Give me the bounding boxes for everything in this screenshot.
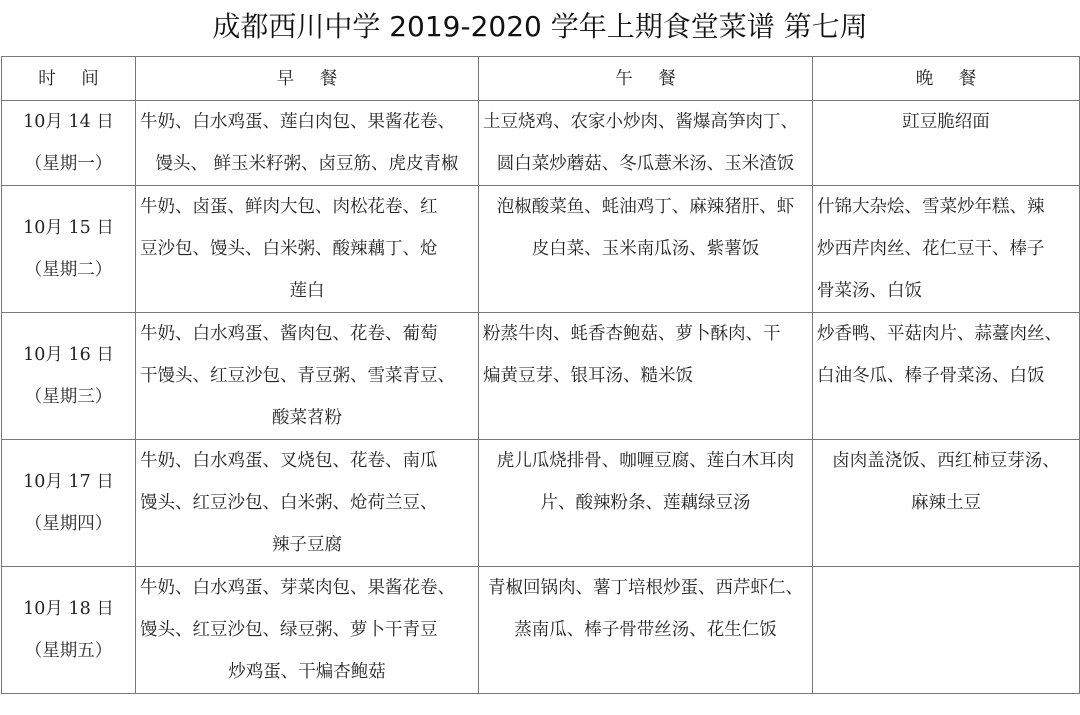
breakfast-line: 馒头、 鲜玉米籽粥、卤豆筋、虎皮青椒 (155, 154, 459, 174)
date-cell (2, 313, 136, 440)
breakfast-cell (136, 101, 479, 186)
header-lunch: 午 餐 (479, 57, 813, 101)
lunch-line: 皮白菜、玉米南瓜汤、紫薯饭 (531, 239, 760, 259)
breakfast-line: 牛奶、白水鸡蛋、莲白肉包、果酱花卷、 (140, 112, 455, 132)
breakfast-cell (136, 567, 479, 694)
breakfast-line: 馒头、红豆沙包、绿豆粥、萝卜干青豆 (140, 620, 438, 640)
lunch-line: 青椒回锅肉、薯丁培根炒蛋、西芹虾仁、 (488, 578, 803, 598)
table-row (2, 186, 1080, 313)
lunch-cell (479, 440, 813, 567)
lunch-cell (479, 186, 813, 313)
breakfast-line: 莲白 (289, 281, 325, 301)
breakfast-cell (136, 313, 479, 440)
dinner-cell (813, 313, 1080, 440)
breakfast-line: 馒头、红豆沙包、白米粥、炝荷兰豆、 (140, 493, 438, 513)
lunch-line: 煸黄豆芽、银耳汤、糙米饭 (483, 366, 693, 386)
date-label: 10月 17 日 (23, 472, 114, 492)
lunch-line: 圆白菜炒蘑菇、冬瓜薏米汤、玉米渣饭 (496, 154, 795, 174)
date-cell (2, 101, 136, 186)
breakfast-line: 炒鸡蛋、干煸杏鲍菇 (228, 662, 386, 682)
breakfast-cell (136, 186, 479, 313)
dinner-cell (813, 101, 1080, 186)
header-time: 时 间 (2, 57, 136, 101)
lunch-line: 粉蒸牛肉、蚝香杏鲍菇、萝卜酥肉、干 (483, 324, 781, 344)
table-row (2, 567, 1080, 694)
lunch-cell (479, 567, 813, 694)
lunch-line: 蒸南瓜、棒子骨带丝汤、花生仁饭 (514, 620, 777, 640)
date-label: 10月 14 日 (23, 112, 114, 132)
date-label: 10月 16 日 (23, 345, 114, 365)
dinner-line: 卤肉盖浇饭、西红柿豆芽汤、 (832, 451, 1060, 471)
breakfast-line: 牛奶、白水鸡蛋、芽菜肉包、果酱花卷、 (140, 578, 455, 598)
weekday-label: （星期四） (24, 514, 113, 534)
table-row (2, 101, 1080, 186)
breakfast-line: 牛奶、卤蛋、鲜肉大包、肉松花卷、红 (140, 197, 438, 217)
dinner-line: 什锦大杂烩、雪菜炒年糕、辣 (817, 197, 1045, 217)
lunch-line: 虎儿瓜烧排骨、咖喱豆腐、莲白木耳肉 (496, 451, 795, 471)
lunch-cell (479, 313, 813, 440)
table-header-row (2, 57, 1080, 101)
breakfast-line: 酸菜苕粉 (272, 408, 342, 428)
table-row (2, 440, 1080, 567)
breakfast-line: 干馒头、红豆沙包、青豆粥、雪菜青豆、 (140, 366, 455, 386)
dinner-line: 骨菜汤、白饭 (817, 281, 922, 301)
header-breakfast: 早 餐 (136, 57, 479, 101)
dinner-cell (813, 440, 1080, 567)
weekday-label: （星期五） (24, 641, 113, 661)
weekday-label: （星期二） (24, 260, 113, 280)
dinner-line: 炒西芹肉丝、花仁豆干、棒子 (817, 239, 1045, 259)
dinner-line: 白油冬瓜、棒子骨菜汤、白饭 (817, 366, 1045, 386)
lunch-cell (479, 101, 813, 186)
date-cell (2, 567, 136, 694)
header-dinner: 晚 餐 (813, 57, 1080, 101)
weekday-label: （星期三） (24, 387, 113, 407)
breakfast-cell (136, 440, 479, 567)
dinner-line: 麻辣土豆 (911, 493, 981, 513)
date-cell (2, 440, 136, 567)
breakfast-line: 牛奶、白水鸡蛋、酱肉包、花卷、葡萄 (140, 324, 438, 344)
dinner-line: 炒香鸭、平菇肉片、蒜薹肉丝、 (817, 324, 1062, 344)
breakfast-line: 豆沙包、馒头、白米粥、酸辣藕丁、炝 (140, 239, 438, 259)
page-title: 成都西川中学 2019-2020 学年上期食堂菜谱 第七周 (212, 10, 868, 43)
lunch-line: 片、酸辣粉条、莲藕绿豆汤 (540, 493, 751, 513)
weekday-label: （星期一） (24, 154, 113, 174)
breakfast-line: 牛奶、白水鸡蛋、叉烧包、花卷、南瓜 (140, 451, 438, 471)
lunch-line: 泡椒酸菜鱼、蚝油鸡丁、麻辣猪肝、虾 (496, 197, 795, 217)
lunch-line: 土豆烧鸡、农家小炒肉、酱爆高笋肉丁、 (483, 112, 798, 132)
dinner-cell (813, 186, 1080, 313)
breakfast-line: 辣子豆腐 (272, 535, 342, 555)
table-row (2, 313, 1080, 440)
menu-table (1, 56, 1080, 694)
date-label: 10月 18 日 (23, 599, 114, 619)
date-cell (2, 186, 136, 313)
date-label: 10月 15 日 (23, 218, 114, 238)
dinner-cell (813, 567, 1080, 694)
dinner-line: 豇豆脆绍面 (902, 112, 990, 132)
